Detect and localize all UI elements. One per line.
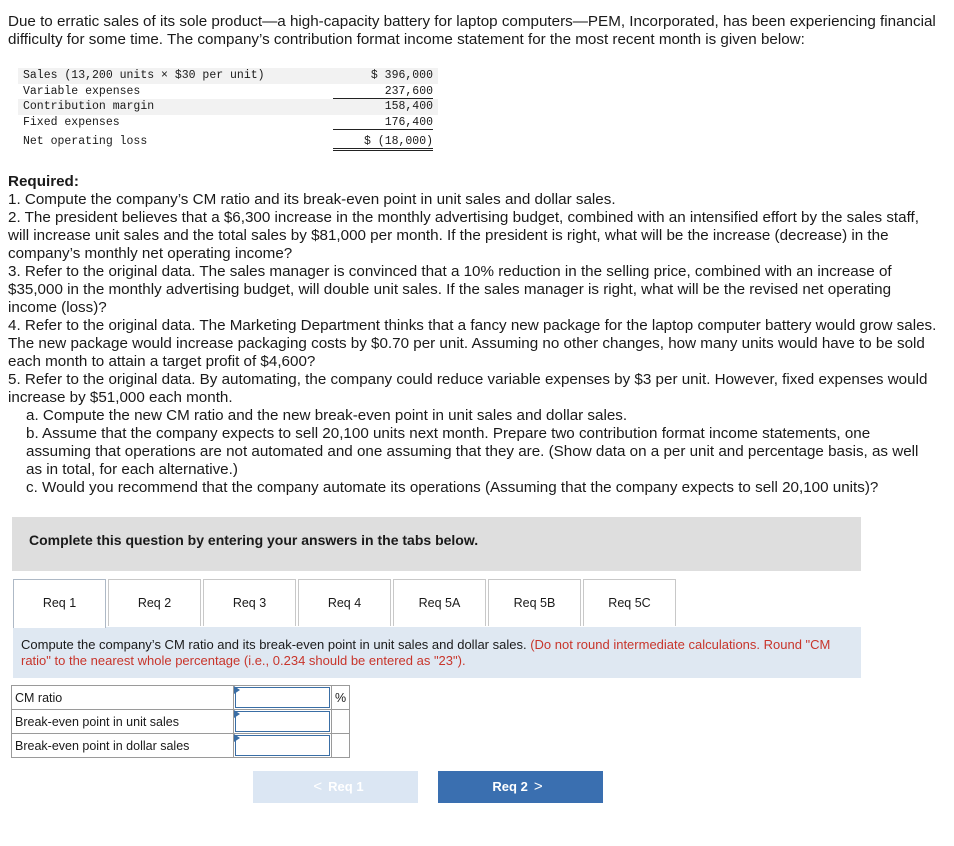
requirement-3: 3. Refer to the original data. The sales manager is convinced that a 10% reduction in the selling price, combined with an increase of $35,000 in the monthly advertising budget, will double unit sales. If the sales manager is right, what will be the revised net operating income (loss)? (8, 263, 892, 316)
chevron-right-icon: > (533, 778, 543, 795)
statement-label: Fixed expenses (23, 115, 120, 129)
unit-cell (332, 734, 350, 758)
break-even-units-input[interactable] (234, 710, 332, 734)
prev-tab-button[interactable] (253, 771, 418, 803)
statement-amount: 158,400 (384, 100, 433, 113)
tab-req-5c[interactable]: Req 5C (583, 579, 676, 626)
cm-ratio-input[interactable] (234, 686, 332, 710)
problem-intro: Due to erratic sales of its sole product—a high-capacity battery for laptop computers—PEM, Incorporated, has been experiencing financial difficulty for some time. The company’s contribution format income statement for the most recent month is given below: (8, 13, 936, 48)
answer-label: Break-even point in unit sales (12, 710, 234, 734)
statement-label: Sales (13,200 units × $30 per unit) (23, 69, 265, 82)
answer-row-cm-ratio (12, 686, 350, 710)
input-flag-icon (234, 686, 240, 694)
answer-row-break-even-dollars (12, 734, 350, 758)
instruction-main: Compute the company’s CM ratio and its break-even point in unit sales and dollar sales. (21, 637, 527, 652)
statement-row-fixed-expenses (18, 115, 438, 131)
instructions-banner (12, 517, 861, 571)
tab-req-1[interactable]: Req 1 (13, 579, 106, 628)
answer-label: CM ratio (12, 686, 234, 710)
tab-req-5b[interactable]: Req 5B (488, 579, 581, 626)
input-flag-icon (234, 734, 240, 742)
statement-row-sales (18, 68, 438, 84)
statement-amount: 237,600 (333, 84, 433, 100)
statement-label: Variable expenses (23, 84, 141, 98)
prev-button-label: Req 1 (328, 779, 364, 794)
requirement-4: 4. Refer to the original data. The Marketing Department thinks that a fancy new package for the laptop computer battery would grow sales. The new package would increase packaging costs by $0.70 per unit. Assuming no other changes, how many units would have to be sold each month to attain a target profit of $4,600? (8, 317, 937, 370)
chevron-left-icon: < (313, 778, 323, 795)
tab-req-3[interactable]: Req 3 (203, 579, 296, 626)
statement-amount: $ 396,000 (370, 69, 433, 82)
tab-req-2[interactable]: Req 2 (108, 579, 201, 626)
break-even-dollars-input[interactable] (234, 734, 332, 758)
tab-instruction (13, 627, 861, 678)
requirement-5a: a. Compute the new CM ratio and the new break-even point in unit sales and dollar sales. (26, 407, 628, 424)
input-flag-icon (234, 710, 240, 718)
requirement-1: 1. Compute the company’s CM ratio and its break-even point in unit sales and dollar sales. (8, 191, 616, 208)
answer-row-break-even-units (12, 710, 350, 734)
answer-table (11, 685, 350, 758)
income-statement (18, 68, 438, 151)
statement-label: Contribution margin (23, 100, 155, 113)
requirement-5b: b. Assume that the company expects to sell 20,100 units next month. Prepare two contribution format income statements, one assuming that operations are not automated and one assuming that they are. (Show data on a per unit and percentage basis, as well as in total, for each alternative.) (26, 425, 919, 478)
tab-bar (13, 579, 861, 628)
requirement-2: 2. The president believes that a $6,300 increase in the monthly advertising budget, combined with an intensified effort by the sales staff, will increase unit sales and the total sales by $81,000 per month. If the president is right, what will be the increase (decrease) in the company’s monthly net operating income? (8, 209, 919, 262)
percent-unit: % (332, 686, 350, 710)
next-tab-button[interactable] (438, 771, 603, 803)
answer-label: Break-even point in dollar sales (12, 734, 234, 758)
statement-label: Net operating loss (23, 135, 148, 148)
next-button-label: Req 2 (492, 779, 528, 794)
instruction-note: (Do not round intermediate calculations. Round "CM ratio" to the nearest whole percentage (i.e., 0.234 should be entered as "23"). (21, 637, 831, 668)
required-title: Required: (8, 173, 79, 190)
banner-text: Complete this question by entering your answers in the tabs below. (29, 532, 479, 548)
requirement-5c: c. Would you recommend that the company automate its operations (Assuming that the company expects to sell 20,100 units)? (26, 479, 879, 496)
statement-row-net-operating-loss (18, 134, 438, 151)
statement-row-variable-expenses (18, 84, 438, 100)
statement-amount: $ (18,000) (333, 134, 433, 151)
tab-req-4[interactable]: Req 4 (298, 579, 391, 626)
statement-row-contribution-margin (18, 99, 438, 115)
requirements (8, 173, 938, 497)
unit-cell (332, 710, 350, 734)
tab-req-5a[interactable]: Req 5A (393, 579, 486, 626)
requirement-5: 5. Refer to the original data. By automating, the company could reduce variable expenses by $3 per unit. However, fixed expenses would increase by $51,000 each month. (8, 371, 928, 406)
statement-amount: 176,400 (333, 115, 433, 131)
